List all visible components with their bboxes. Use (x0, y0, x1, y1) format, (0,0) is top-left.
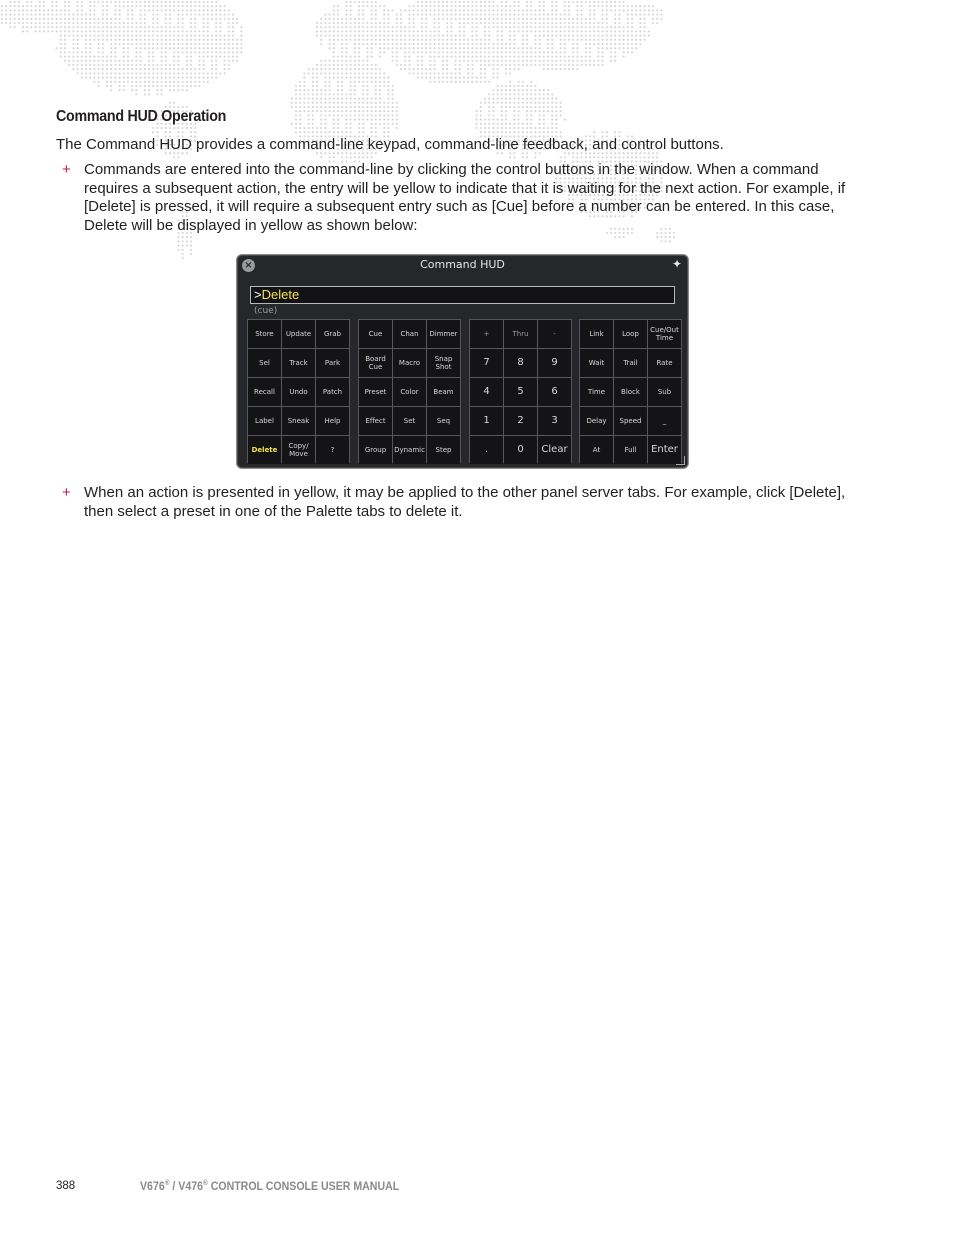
keypad-button-effect[interactable]: Effect (359, 407, 392, 435)
keypad-button-loop[interactable]: Loop (614, 320, 647, 348)
hud-title: Command HUD (420, 258, 505, 271)
keypad-button-cue[interactable]: Cue (359, 320, 392, 348)
keypad-button-[interactable]: _ (648, 407, 681, 435)
keypad-group-select (358, 319, 461, 463)
keypad-button-park[interactable]: Park (316, 349, 349, 377)
keypad-button-help[interactable]: Help (316, 407, 349, 435)
keypad-button-sub[interactable]: Sub (648, 378, 681, 406)
keypad-button-[interactable]: - (538, 320, 571, 348)
keypad-button-0[interactable]: 0 (504, 436, 537, 464)
keypad-button-grab[interactable]: Grab (316, 320, 349, 348)
keypad-button-sel[interactable]: Sel (248, 349, 281, 377)
keypad-group-record (247, 319, 350, 463)
keypad-button-7[interactable]: 7 (470, 349, 503, 377)
keypad-button-copy-move[interactable]: Copy/ Move (282, 436, 315, 464)
command-prompt: > (254, 287, 262, 302)
keypad-button-dimmer[interactable]: Dimmer (427, 320, 460, 348)
keypad-button-clear[interactable]: Clear (538, 436, 571, 464)
keypad-button-preset[interactable]: Preset (359, 378, 392, 406)
keypad-button-color[interactable]: Color (393, 378, 426, 406)
keypad-button-recall[interactable]: Recall (248, 378, 281, 406)
command-hint: (cue) (254, 306, 278, 316)
keypad-button-dynamic[interactable]: Dynamic (393, 436, 426, 464)
keypad-button-seq[interactable]: Seq (427, 407, 460, 435)
keypad-button-group[interactable]: Group (359, 436, 392, 464)
intro-paragraph: The Command HUD provides a command-line keypad, command-line feedback, and control buttons. (56, 136, 724, 153)
keypad-button-beam[interactable]: Beam (427, 378, 460, 406)
keypad-button-trail[interactable]: Trail (614, 349, 647, 377)
keypad-button-5[interactable]: 5 (504, 378, 537, 406)
keypad-button-speed[interactable]: Speed (614, 407, 647, 435)
keypad-button-chan[interactable]: Chan (393, 320, 426, 348)
keypad-button-store[interactable]: Store (248, 320, 281, 348)
pin-icon[interactable]: ✦ (671, 257, 682, 271)
keypad-button-[interactable]: ? (316, 436, 349, 464)
keypad-button-block[interactable]: Block (614, 378, 647, 406)
keypad-button-macro[interactable]: Macro (393, 349, 426, 377)
plus-bullet-icon: + (62, 161, 71, 178)
bullet-item (56, 161, 876, 235)
command-text: Delete (261, 287, 300, 302)
keypad-button-8[interactable]: 8 (504, 349, 537, 377)
keypad-button-set[interactable]: Set (393, 407, 426, 435)
keypad-button-4[interactable]: 4 (470, 378, 503, 406)
keypad-button-at[interactable]: At (580, 436, 613, 464)
bullet-text: Commands are entered into the command-line by clicking the control buttons in the window. When a command requires a subsequent action, the entry will be yellow to indicate that it is waiting for the next action. For example, if [Delete] is pressed, it will require a subsequent entry such as [Cue] before a number can be entered. In this case, Delete will be displayed in yellow as shown below: (84, 161, 846, 234)
keypad-button-full[interactable]: Full (614, 436, 647, 464)
keypad-button-6[interactable]: 6 (538, 378, 571, 406)
keypad-button-cue-out-time[interactable]: Cue/Out Time (648, 320, 681, 348)
plus-bullet-icon: + (62, 484, 71, 501)
keypad-button-time[interactable]: Time (580, 378, 613, 406)
keypad-button-delete[interactable]: Delete (248, 436, 281, 464)
keypad-button-sneak[interactable]: Sneak (282, 407, 315, 435)
keypad-button-2[interactable]: 2 (504, 407, 537, 435)
keypad-button-3[interactable]: 3 (538, 407, 571, 435)
keypad-button-[interactable]: + (470, 320, 503, 348)
keypad-group-numeric (469, 319, 572, 463)
page-number: 388 (56, 1180, 76, 1192)
keypad-button-update[interactable]: Update (282, 320, 315, 348)
keypad-button-thru[interactable]: Thru (504, 320, 537, 348)
keypad-group-timing (579, 319, 682, 463)
keypad-button-rate[interactable]: Rate (648, 349, 681, 377)
close-icon[interactable]: × (242, 259, 255, 272)
bullet-item (56, 484, 876, 521)
keypad-button-delay[interactable]: Delay (580, 407, 613, 435)
command-line-field[interactable] (250, 286, 675, 304)
section-heading: Command HUD Operation (56, 108, 227, 125)
bullet-text: When an action is presented in yellow, it may be applied to the other panel server tabs. For example, click [Delete], then select a preset in one of the Palette tabs to delete it. (84, 484, 846, 520)
keypad-button-step[interactable]: Step (427, 436, 460, 464)
keypad-button-undo[interactable]: Undo (282, 378, 315, 406)
keypad-button-[interactable]: . (470, 436, 503, 464)
keypad-button-board-cue[interactable]: Board Cue (359, 349, 392, 377)
resize-handle-icon[interactable] (676, 456, 685, 465)
keypad-button-snap-shot[interactable]: Snap Shot (427, 349, 460, 377)
keypad-button-label[interactable]: Label (248, 407, 281, 435)
keypad-button-9[interactable]: 9 (538, 349, 571, 377)
keypad-button-patch[interactable]: Patch (316, 378, 349, 406)
keypad-button-1[interactable]: 1 (470, 407, 503, 435)
keypad-button-link[interactable]: Link (580, 320, 613, 348)
keypad-button-enter[interactable]: Enter (648, 436, 681, 464)
command-hud-window (236, 254, 689, 469)
keypad-button-wait[interactable]: Wait (580, 349, 613, 377)
keypad-button-track[interactable]: Track (282, 349, 315, 377)
manual-title: V676® / V476® CONTROL CONSOLE USER MANUAL (140, 1180, 400, 1193)
